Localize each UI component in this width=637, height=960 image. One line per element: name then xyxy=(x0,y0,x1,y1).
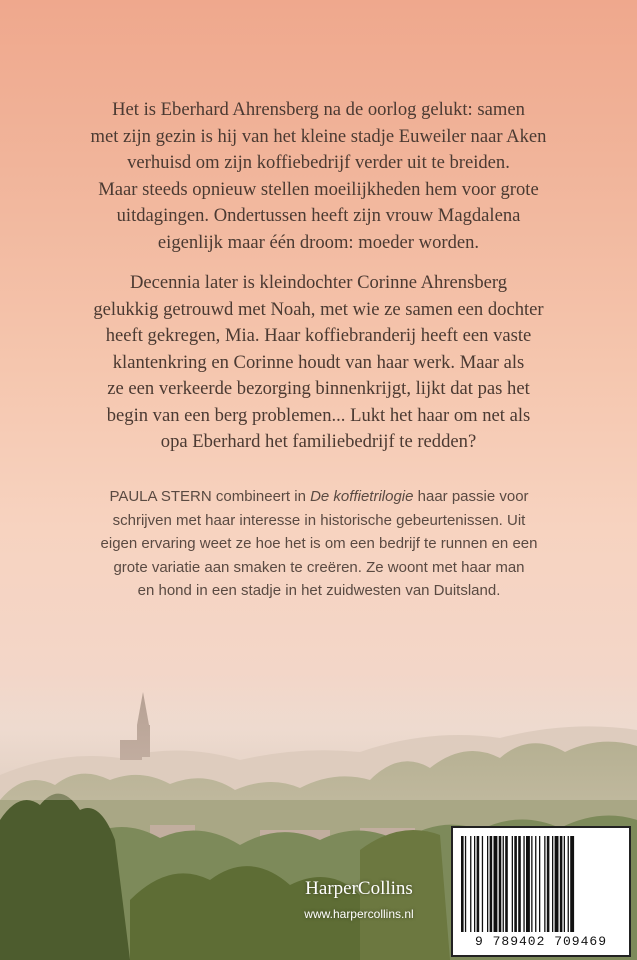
barcode-bar xyxy=(474,836,475,932)
blurb-line: gelukkig getrouwd met Noah, met wie ze samen een dochter xyxy=(93,298,544,320)
series-title: De koffietrilogie xyxy=(310,488,414,505)
barcode-bar xyxy=(465,836,466,932)
barcode-bar xyxy=(523,836,524,932)
barcode-bar xyxy=(490,836,493,932)
blurb-line: Het is Eberhard Ahrensberg na de oorlog gelukt: samen xyxy=(112,99,525,120)
barcode-bar xyxy=(514,836,517,932)
barcode-digits: 9 789402 709469 xyxy=(474,934,608,949)
author-bio-text: combineert in xyxy=(211,488,311,505)
barcode-bars xyxy=(461,836,621,936)
author-name: PAULA STERN xyxy=(109,488,212,505)
barcode-bar xyxy=(568,836,569,932)
barcode-bar xyxy=(470,836,471,932)
publisher-logo: HarperCollins xyxy=(305,878,413,899)
barcode-bar xyxy=(503,836,504,932)
barcode-bar xyxy=(552,836,553,932)
barcode-bar xyxy=(526,836,530,932)
barcode-bar xyxy=(544,836,545,932)
blurb-line: klantenkring en Corinne houdt van haar werk. Maar als xyxy=(112,351,525,373)
blurb-line: ze een verkeerde bezorging binnenkrijgt, lijkt dat pas het xyxy=(107,378,530,399)
barcode-bar xyxy=(564,836,565,932)
blurb-line: met zijn gezin is hij van het kleine stadje Euweiler naar Aken xyxy=(90,125,547,147)
author-bio-line: eigen ervaring weet ze hoe het is om een bedrijf te runnen en een xyxy=(100,535,538,552)
blurb-line: Decennia later is kleindochter Corinne Ahrensberg xyxy=(129,272,508,293)
barcode-bar xyxy=(461,836,464,932)
barcode-bar xyxy=(518,836,521,932)
blurb-line: uitdagingen. Ondertussen heeft zijn vrouw Magdalena xyxy=(116,205,521,226)
barcode-bar xyxy=(547,836,550,932)
barcode-bar xyxy=(570,836,574,932)
blurb-paragraph-2 xyxy=(56,270,581,456)
blurb-line: eigenlijk maar één droom: moeder worden. xyxy=(157,231,480,253)
barcode-bar xyxy=(494,836,498,932)
barcode-bar xyxy=(505,836,508,932)
barcode-bar xyxy=(560,836,563,932)
blurb-paragraph-1 xyxy=(56,97,581,256)
barcode xyxy=(451,826,631,957)
barcode-bar xyxy=(487,836,488,932)
publisher-url: www.harpercollins.nl xyxy=(304,907,414,921)
author-bio-line: en hond in een stadje in het zuidwesten van Duitsland. xyxy=(137,582,501,599)
barcode-bar xyxy=(512,836,513,932)
barcode-bar xyxy=(535,836,536,932)
author-bio-line: grote variatie aan smaken te creëren. Ze woont met haar man xyxy=(113,558,525,576)
barcode-bar xyxy=(531,836,532,932)
blurb-line: begin van een berg problemen... Lukt het haar om net als xyxy=(106,404,531,426)
author-bio xyxy=(44,485,594,603)
publisher-block xyxy=(278,878,440,923)
blurb-line: opa Eberhard het familiebedrijf te redden? xyxy=(160,431,477,452)
barcode-bar xyxy=(539,836,540,932)
blurb-line: Maar steeds opnieuw stellen moeilijkheden hem voor grote xyxy=(98,178,539,200)
barcode-bar xyxy=(555,836,559,932)
author-bio-line: schrijven met haar interesse in historische gebeurtenissen. Uit xyxy=(112,511,526,529)
barcode-bar xyxy=(499,836,502,932)
blurb-line: verhuisd om zijn koffiebedrijf verder uit te breiden. xyxy=(127,152,510,173)
author-bio-line xyxy=(44,485,594,509)
barcode-bar xyxy=(477,836,480,932)
blurb-line: heeft gekregen, Mia. Haar koffiebranderij heeft een vaste xyxy=(105,325,532,346)
barcode-bar xyxy=(482,836,483,932)
author-bio-text: haar passie voor xyxy=(413,488,529,505)
